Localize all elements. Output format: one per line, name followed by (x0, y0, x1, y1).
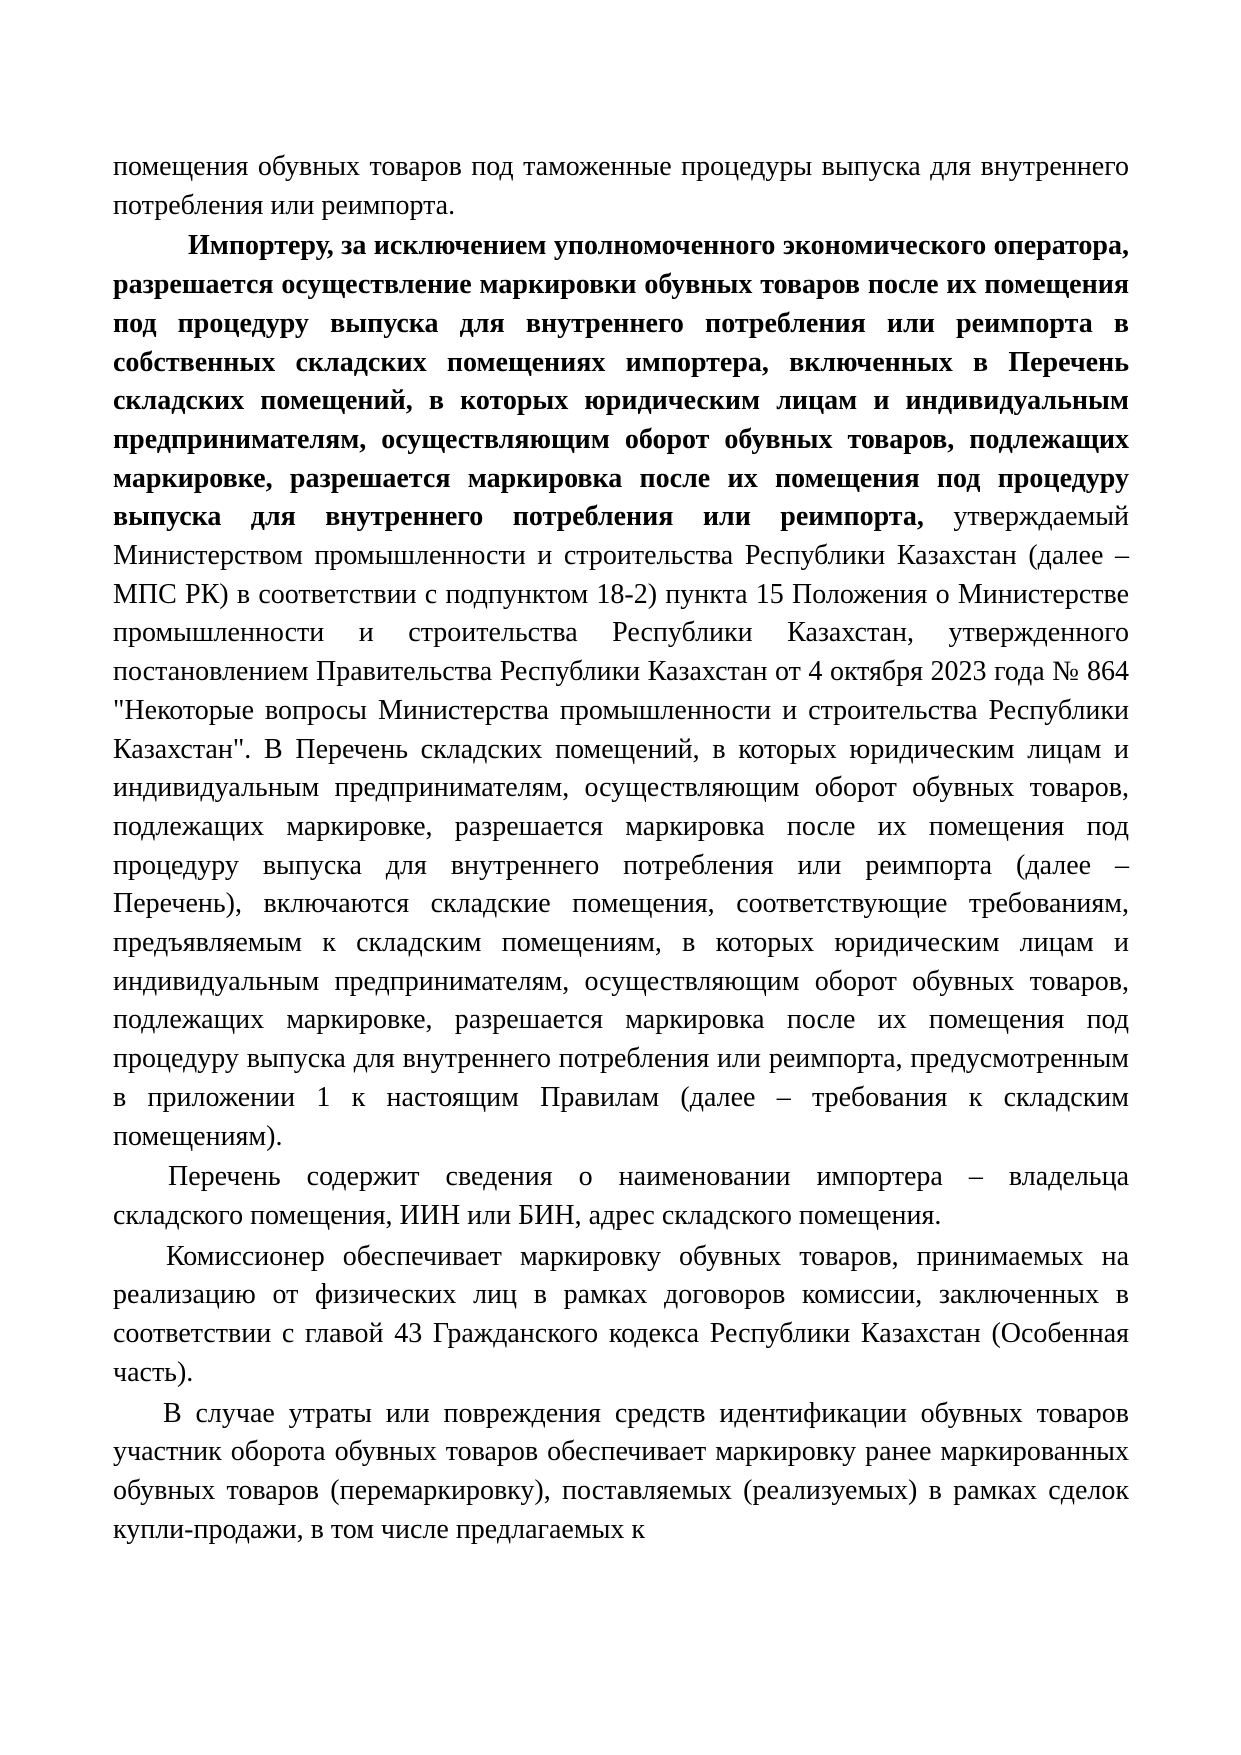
paragraph-commissioner: Комиссионер обеспечивает маркировку обувных товаров, принимаемых на реализацию от физических лиц в рамках договоров комиссии, заключенных в соответствии с главой 43 Гражданского кодекса Республики Казахстан (Особенная часть). (113, 1240, 1129, 1388)
paragraph-list-contents: Перечень содержит сведения о наименовании импортера – владельца складского помещения, ИИН или БИН, адрес складского помещения. (113, 1161, 1129, 1231)
paragraph-continuation: помещения обувных товаров под таможенные процедуры выпуска для внутреннего потребления или реимпорта. (113, 151, 1129, 221)
paragraph-importer-marking-text: утверждаемый Министерством промышленности и строительства Республики Казахстан (далее – МПС РК) в соответствии с подпунктом 18-2) пункта 15 Положения о Министерстве промышленности и строительства Республики Казахстан, утвержденного постановлением Правительства Республики Казахстан от 4 октября 2023 года № 864 "Некоторые вопросы Министерства промышленности и строительства Республики Казахстан". В Перечень складских помещений, в которых юридическим лицам и индивидуальным предпринимателям, осуществляющим оборот обувных товаров, подлежащих маркировке, разрешается маркировка после их помещения под процедуру выпуска для внутреннего потребления или реимпорта (далее – Перечень), включаются складские помещения, соответствующие требованиям, предъявляемым к складским помещениям, в которых юридическим лицам и индивидуальным предпринимателям, осуществляющим оборот обувных товаров, подлежащих маркировке, разрешается маркировка после их помещения под процедуру выпуска для внутреннего потребления или реимпорта, предусмотренным в приложении 1 к настоящим Правилам (далее – требования к складским помещениям). (113, 501, 1130, 1152)
document-page (113, 148, 1129, 1551)
paragraph-importer-marking-bold: Импортеру, за исключением уполномоченного экономического оператора, разрешается осуществление маркировки обувных товаров после их помещения под процедуру выпуска для внутреннего потребления или реимпорта в собственных складских помещениях импортера, включенных в Перечень складских помещений, в которых юридическим лицам и индивидуальным предпринимателям, осуществляющим оборот обувных товаров, подлежащих маркировке, разрешается маркировка после их помещения под процедуру выпуска для внутреннего потребления или реимпорта, (113, 230, 1129, 533)
paragraph-remarking: В случае утраты или повреждения средств идентификации обувных товаров участник оборота обувных товаров обеспечивает маркировку ранее маркированных обувных товаров (перемаркировку), поставляемых (реализуемых) в рамках сделок купли-продажи, в том числе предлагаемых к (113, 1397, 1129, 1545)
paragraph-importer-marking (113, 227, 1129, 1156)
